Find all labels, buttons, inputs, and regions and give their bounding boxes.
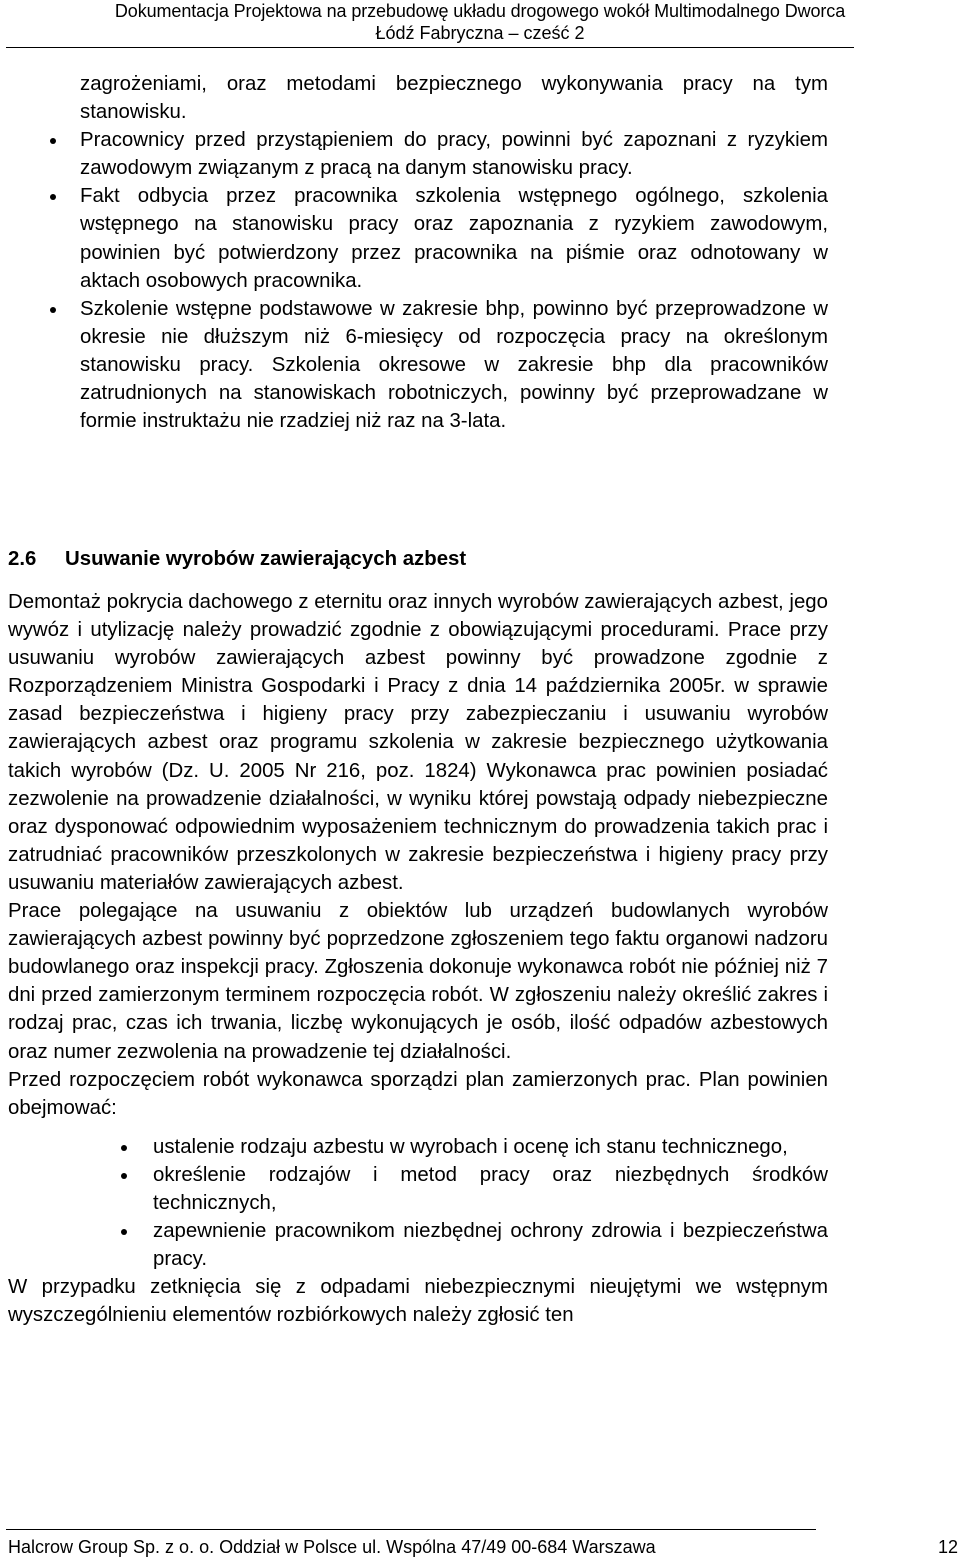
bullet-icon bbox=[50, 307, 56, 313]
paragraph: Demontaż pokrycia dachowego z eternitu oraz innych wyrobów zawierających azbest, jego wywóz i utylizację należy prowadzić zgodnie z obowiązującymi procedurami. Prace przy usuwaniu wyrobów zawierających azbest powinny być prowadzone zgodnie z Rozporządzeniem Ministra Gospodarki i Pracy z dnia 14 października 2005r. w sprawie zasad bezpieczeństwa i higieny pracy przy zabezpieczaniu i usuwaniu wyrobów zawierających azbest oraz programu szkolenia w zakresie bezpiecznego użytkowania takich wyrobów (Dz. U. 2005 Nr 216, poz. 1824) Wykonawca prac powinien posiadać zezwolenie na prowadzenie działalności, w wyniku której powstają odpady niebezpieczne oraz dysponować odpowiednim wyposażeniem technicznym do prowadzenia takich prac i zatrudniać pracowników przeszkolonych w zakresie bezpieczeństwa i higieny pracy przy usuwaniu materiałów zawierających azbest. bbox=[8, 591, 828, 894]
list-item bbox=[0, 182, 828, 294]
plan-bullet-list bbox=[8, 1133, 828, 1273]
list-item-text: Fakt odbycia przez pracownika szkolenia wstępnego ogólnego, szkolenia wstępnego na stanowisku pracy oraz zapoznania z ryzykiem zawodowym, powinien być potwierdzony przez pracownika na piśmie oraz odnotowany w aktach osobowych pracownika. bbox=[80, 185, 828, 292]
closing-paragraph: W przypadku zetknięcia się z odpadami niebezpiecznymi nieujętymi we wstępnym wyszczególnieniu elementów rozbiórkowych należy zgłosić ten bbox=[8, 1276, 828, 1327]
bullet-icon bbox=[121, 1145, 127, 1151]
footer-company: Halcrow Group Sp. z o. o. Oddział w Polsce ul. Wspólna 47/49 00-684 Warszawa bbox=[8, 1537, 656, 1557]
page-number: 12 bbox=[937, 1537, 958, 1557]
list-item bbox=[8, 1133, 828, 1161]
top-bullet-list bbox=[0, 70, 960, 435]
page-footer bbox=[8, 1535, 958, 1559]
page-header bbox=[0, 0, 960, 44]
header-title-line1: Dokumentacja Projektowa na przebudowę układu drogowego wokół Multimodalnego Dworca bbox=[114, 1, 846, 21]
paragraph: Prace polegające na usuwaniu z obiektów lub urządzeń budowlanych wyrobów zawierających azbest powinny być poprzedzone zgłoszeniem tego faktu organowi nadzoru budowlanego oraz inspekcji pracy. Zgłoszenia dokonuje wykonawca robót nie później niż 7 dni przed zamierzonym terminem rozpoczęcia robót. W zgłoszeniu należy określić zakres i rodzaj prac, czas ich trwania, liczbę wykonujących je osób, ilość odpadów azbestowych oraz numer zezwolenia na prowadzenie tej działalności. bbox=[8, 900, 828, 1063]
list-item-text: Szkolenie wstępne podstawowe w zakresie bhp, powinno być przeprowadzone w okresie nie dłuższym niż 6-miesięcy od rozpoczęcia pracy na określonym stanowisku pracy. Szkolenia okresowe w zakresie bhp dla pracowników zatrudnionych na stanowiskach robotniczych, powinny być przeprowadzane w formie instruktażu nie rzadziej niż raz na 3-lata. bbox=[80, 297, 828, 433]
list-item-text: zapewnienie pracownikom niezbędnej ochrony zdrowia i bezpieczeństwa pracy. bbox=[153, 1220, 828, 1271]
list-item bbox=[0, 295, 828, 435]
list-item-text: zagrożeniami, oraz metodami bezpiecznego wykonywania pracy na tym stanowisku. bbox=[80, 73, 828, 124]
list-item bbox=[8, 1161, 828, 1217]
bullet-icon bbox=[121, 1173, 127, 1179]
section-heading bbox=[8, 546, 466, 572]
section-body bbox=[8, 588, 828, 1329]
list-item-text: ustalenie rodzaju azbestu w wyrobach i ocenę ich stanu technicznego, bbox=[153, 1135, 788, 1158]
section-title: Usuwanie wyrobów zawierających azbest bbox=[65, 548, 467, 570]
bullet-icon bbox=[50, 194, 56, 200]
bullet-icon bbox=[121, 1229, 127, 1235]
section-number: 2.6 bbox=[8, 548, 37, 570]
list-item-text: Pracownicy przed przystąpieniem do pracy, powinni być zapoznani z ryzykiem zawodowym związanym z pracą na danym stanowisku pracy. bbox=[80, 129, 828, 180]
paragraph: Przed rozpoczęciem robót wykonawca sporządzi plan zamierzonych prac. Plan powinien obejmować: bbox=[8, 1068, 828, 1119]
list-item bbox=[8, 1217, 828, 1273]
header-divider bbox=[6, 47, 854, 48]
footer-divider bbox=[6, 1529, 816, 1530]
list-item-text: określenie rodzajów i metod pracy oraz niezbędnych środków technicznych, bbox=[153, 1163, 828, 1214]
list-item bbox=[0, 70, 828, 126]
header-title-line2: Łódź Fabryczna – cześć 2 bbox=[375, 23, 585, 43]
bullet-icon bbox=[50, 138, 56, 144]
list-item bbox=[0, 126, 828, 182]
